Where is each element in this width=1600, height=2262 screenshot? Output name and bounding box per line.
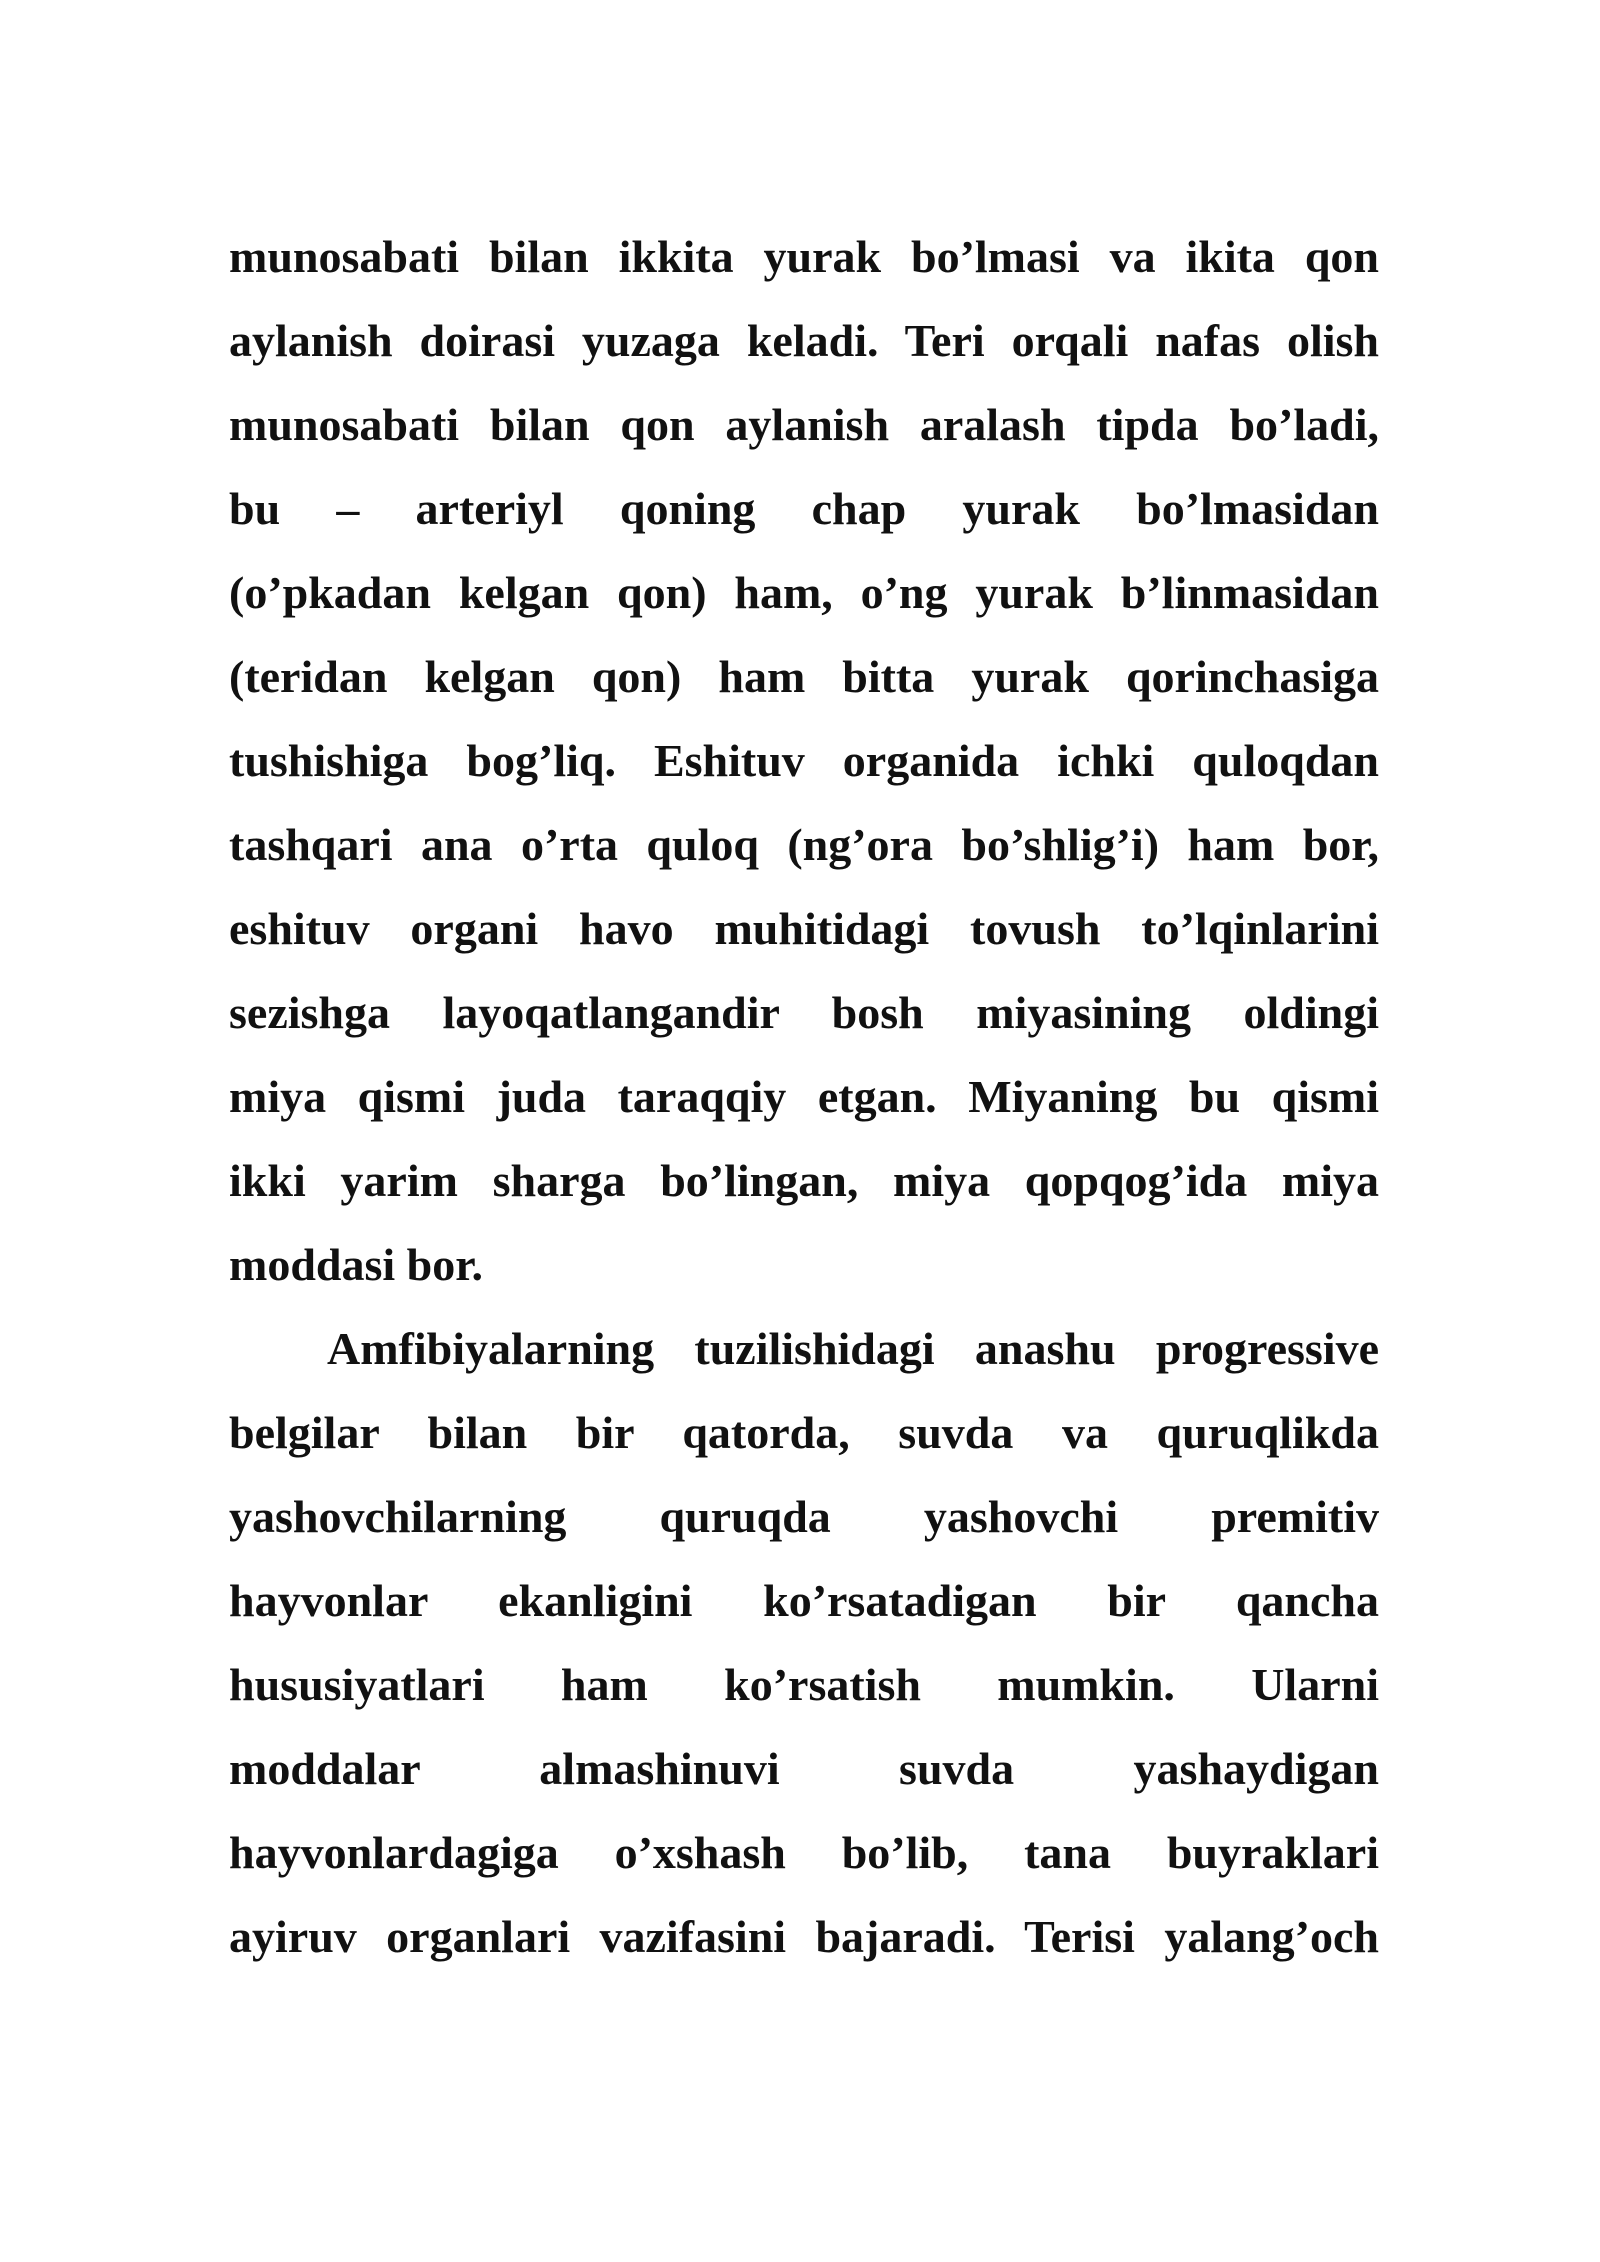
text-line: miya qismi juda taraqqiy etgan. Miyaning bu qismi	[229, 1071, 1379, 1122]
text-line: hayvonlar ekanligini ko’rsatadigan bir qancha	[229, 1575, 1379, 1626]
paragraph-end-line: moddasi bor.	[229, 1239, 483, 1290]
text-line: (o’pkadan kelgan qon) ham, o’ng yurak b’linmasidan	[229, 567, 1379, 618]
text-line: (teridan kelgan qon) ham bitta yurak qorinchasiga	[229, 651, 1379, 702]
text-line: aylanish doirasi yuzaga keladi. Teri orqali nafas olish	[229, 315, 1379, 366]
text-line: eshituv organi havo muhitidagi tovush to’lqinlarini	[229, 903, 1379, 954]
text-line: ayiruv organlari vazifasini bajaradi. Terisi yalang’och	[229, 1911, 1379, 1962]
paragraph-first-line: Amfibiyalarning tuzilishidagi anashu progressive	[327, 1323, 1379, 1374]
text-line: hayvonlardagiga o’xshash bo’lib, tana buyraklari	[229, 1827, 1379, 1878]
text-line: sezishga layoqatlangandir bosh miyasining oldingi	[229, 987, 1379, 1038]
text-line: bu – arteriyl qoning chap yurak bo’lmasidan	[229, 483, 1379, 534]
text-line: moddalar almashinuvi suvda yashaydigan	[229, 1743, 1379, 1794]
text-line: tushishiga bog’liq. Eshituv organida ichki quloqdan	[229, 735, 1379, 786]
body-text	[229, 215, 1379, 1979]
text-line: hususiyatlari ham ko’rsatish mumkin. Ularni	[229, 1659, 1379, 1710]
text-line: ikki yarim sharga bo’lingan, miya qopqog’ida miya	[229, 1155, 1379, 1206]
text-line: tashqari ana o’rta quloq (ng’ora bo’shlig’i) ham bor,	[229, 819, 1379, 870]
text-line: yashovchilarning quruqda yashovchi premitiv	[229, 1491, 1379, 1542]
text-line: belgilar bilan bir qatorda, suvda va quruqlikda	[229, 1407, 1379, 1458]
text-line: munosabati bilan ikkita yurak bo’lmasi va ikita qon	[229, 231, 1379, 282]
text-line: munosabati bilan qon aylanish aralash tipda bo’ladi,	[229, 399, 1379, 450]
